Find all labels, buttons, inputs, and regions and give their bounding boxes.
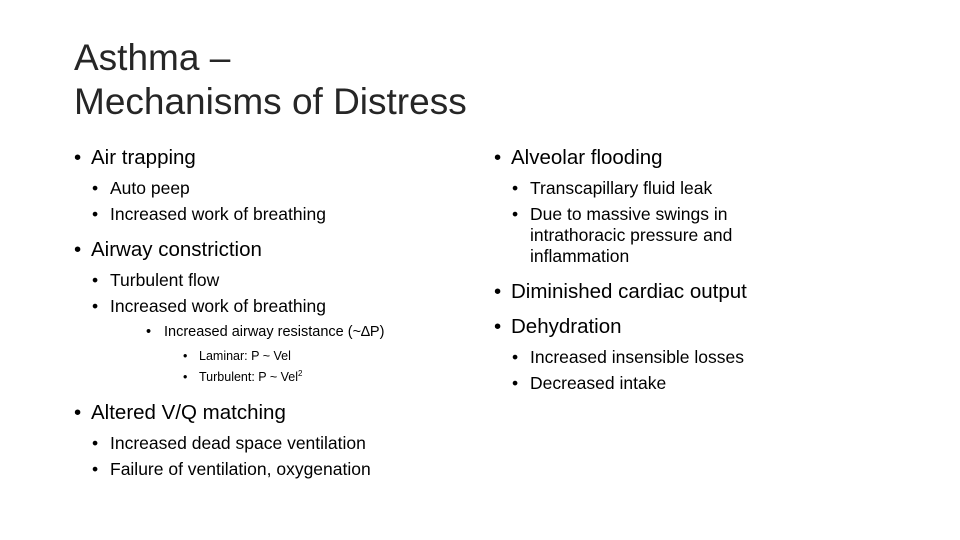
bullet-failure-ventilation: • Failure of ventilation, oxygenation	[74, 459, 494, 480]
title-line-1: Asthma –	[74, 37, 231, 78]
bullet-fluid-leak: • Transcapillary fluid leak	[494, 178, 894, 199]
bullet-insensible-losses: • Increased insensible losses	[494, 347, 894, 368]
pressure-swings-line-3: inflammation	[530, 246, 630, 266]
turbulent-exponent: 2	[298, 369, 303, 378]
bullet-airway-resistance: • Increased airway resistance (~∆P)	[74, 322, 494, 342]
title-line-2: Mechanisms of Distress	[74, 81, 467, 122]
turbulent-text: Turbulent: P ~ Vel	[199, 370, 299, 384]
bullet-vq-matching: • Altered V/Q matching	[74, 398, 494, 428]
pressure-swings-line-1: • Due to massive swings in	[530, 204, 728, 224]
bullet-dehydration: • Dehydration	[494, 312, 894, 342]
left-column	[74, 143, 494, 480]
bullet-cardiac-output: • Diminished cardiac output	[494, 277, 894, 307]
right-column	[494, 143, 894, 394]
bullet-air-trapping: • Air trapping	[74, 143, 494, 173]
bullet-airway-constriction: • Airway constriction	[74, 235, 494, 265]
bullet-turbulent-flow: • Turbulent flow	[74, 270, 494, 291]
bullet-decreased-intake: • Decreased intake	[494, 373, 894, 394]
bullet-pressure-swings	[494, 204, 894, 267]
bullet-dead-space: • Increased dead space ventilation	[74, 433, 494, 454]
bullet-alveolar-flooding: • Alveolar flooding	[494, 143, 894, 173]
slide-title	[74, 36, 674, 124]
bullet-auto-peep: • Auto peep	[74, 178, 494, 199]
bullet-laminar: • Laminar: P ~ Vel	[74, 346, 494, 367]
bullet-increased-work-2: • Increased work of breathing	[74, 296, 494, 317]
bullet-increased-work-1: • Increased work of breathing	[74, 204, 494, 225]
pressure-swings-line-2: intrathoracic pressure and	[530, 225, 733, 245]
bullet-turbulent	[74, 367, 494, 388]
